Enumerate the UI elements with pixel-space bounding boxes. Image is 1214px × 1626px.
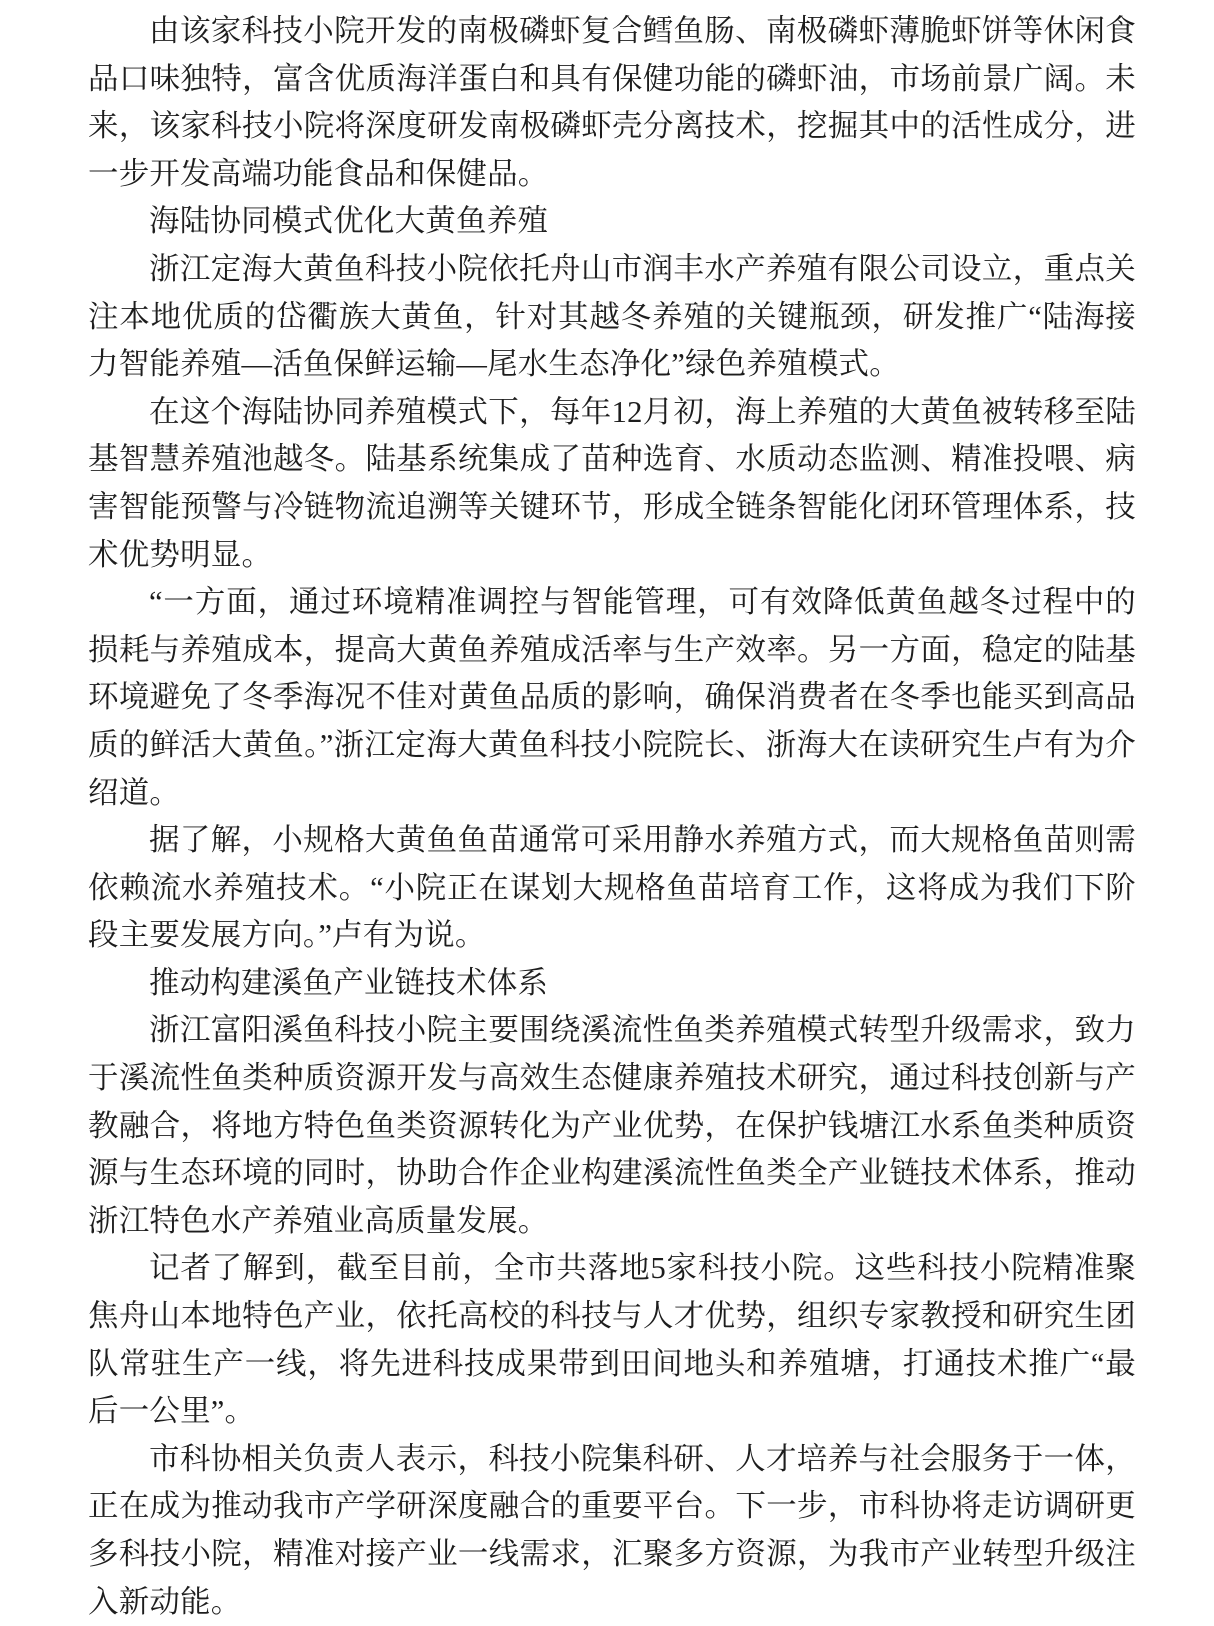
- paragraph-dinghai-institute: 浙江定海大黄鱼科技小院依托舟山市润丰水产养殖有限公司设立，重点关注本地优质的岱衢族大黄鱼，针对其越冬养殖的关键瓶颈，研发推广“陆海接力智能养殖—活鱼保鲜运输—尾水生态净化”绿色养殖模式。: [88, 251, 1136, 382]
- subheading-yellow-croaker: 海陆协同模式优化大黄鱼养殖: [149, 204, 549, 240]
- paragraph-quote-luyouwei: “一方面，通过环境精准调控与智能管理，可有效降低黄鱼越冬过程中的损耗与养殖成本，提高大黄鱼养殖成活率与生产效率。另一方面，稳定的陆基环境避免了冬季海况不佳对黄鱼品质的影响，确保消费者在冬季也能买到高品质的鲜活大黄鱼。”浙江定海大黄鱼科技小院院长、浙海大在读研究生卢有为介绍道。: [88, 585, 1136, 810]
- subheading-stream-fish: 推动构建溪鱼产业链技术体系: [149, 965, 549, 1001]
- paragraph-land-sea-model: 在这个海陆协同养殖模式下，每年12月初，海上养殖的大黄鱼被转移至陆基智慧养殖池越冬。陆基系统集成了苗种选育、水质动态监测、精准投喂、病害智能预警与冷链物流追溯等关键环节，形成全链条智能化闭环管理体系，技术优势明显。: [88, 394, 1136, 572]
- paragraph-krill-products: 由该家科技小院开发的南极磷虾复合鳕鱼肠、南极磷虾薄脆虾饼等休闲食品口味独特，富含优质海洋蛋白和具有保健功能的磷虾油，市场前景广阔。未来，该家科技小院将深度研发南极磷虾壳分离技术，挖掘其中的活性成分，进一步开发高端功能食品和保健品。: [88, 14, 1136, 191]
- paragraph-fry-cultivation: 据了解，小规格大黄鱼鱼苗通常可采用静水养殖方式，而大规格鱼苗则需依赖流水养殖技术。“小院正在谋划大规格鱼苗培育工作，这将成为我们下阶段主要发展方向。”卢有为说。: [88, 823, 1136, 953]
- paragraph-five-institutes: 记者了解到，截至目前，全市共落地5家科技小院。这些科技小院精准聚焦舟山本地特色产业，依托高校的科技与人才优势，组织专家教授和研究生团队常驻生产一线，将先进科技成果带到田间地头和养殖塘，打通技术推广“最后一公里”。: [88, 1251, 1136, 1429]
- paragraph-association-statement: 市科协相关负责人表示，科技小院集科研、人才培养与社会服务于一体，正在成为推动我市产学研深度融合的重要平台。下一步，市科协将走访调研更多科技小院，精准对接产业一线需求，汇聚多方资源，为我市产业转型升级注入新动能。: [88, 1441, 1136, 1619]
- paragraph-fuyang-institute: 浙江富阳溪鱼科技小院主要围绕溪流性鱼类养殖模式转型升级需求，致力于溪流性鱼类种质资源开发与高效生态健康养殖技术研究，通过科技创新与产教融合，将地方特色鱼类资源转化为产业优势，在保护钱塘江水系鱼类种质资源与生态环境的同时，协助合作企业构建溪流性鱼类全产业链技术体系，推动浙江特色水产养殖业高质量发展。: [88, 1013, 1136, 1238]
